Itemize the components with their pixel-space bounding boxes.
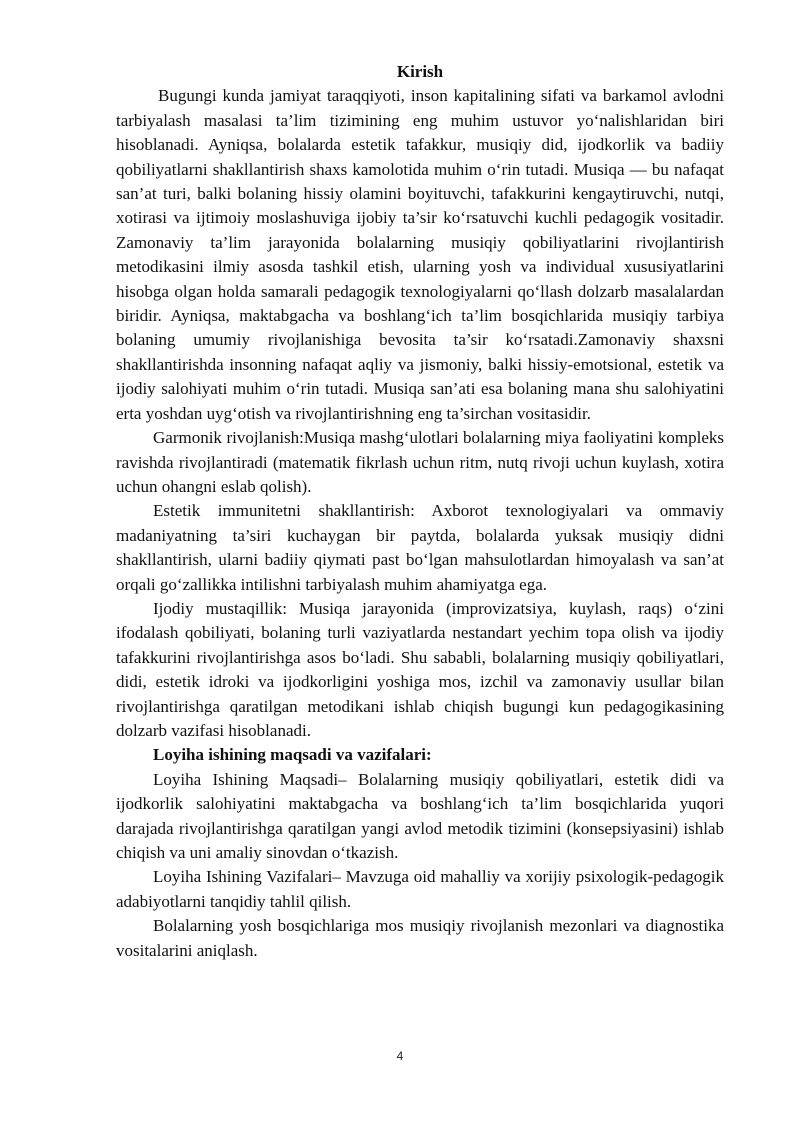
- creative-independence-paragraph: Ijodiy mustaqillik: Musiqa jarayonida (improvizatsiya, kuylash, raqs) o‘zini ifodalash qobiliyati, bolaning turli vaziyatlarda nestandart yechim topa olish va ijodiy tafakkurini rivojlantirishga asos bo‘ladi. Shu sababli, bolalarning musiqiy qobiliyatlari, didi, estetik idroki va ijodkorligini yoshiga mos, izchil va zamonaviy usullar bilan rivojlantirishga qaratilgan metodikani ishlab chiqish bugungi kun pedagogikasining dolzarb vazifasi hisoblanadi.: [116, 598, 724, 740]
- project-tasks-paragraph: Loyiha Ishining Vazifalari– Mavzuga oid mahalliy va xorijiy psixologik-pedagogik adabiyotlarni tanqidiy tahlil qilish.: [116, 867, 724, 911]
- goals-heading: Loyiha ishining maqsadi va vazifalari:: [153, 745, 432, 765]
- section-title: Kirish: [396, 62, 444, 81]
- diagnostics-paragraph: Bolalarning yosh bosqichlariga mos musiqiy rivojlanish mezonlari va diagnostika vositalarini aniqlash.: [116, 916, 724, 960]
- project-goal-paragraph: Loyiha Ishining Maqsadi– Bolalarning musiqiy qobiliyatlari, estetik didi va ijodkorlik salohiyatini maktabgacha va boshlang‘ich ta’lim bosqichlarida yuqori darajada rivojlantirishga qaratilgan yangi avlod metodik tizimini (konsepsiyasini) ishlab chiqish va uni amaliy sinovdan o‘tkazish.: [116, 769, 724, 862]
- page-number: 4: [396, 1049, 404, 1063]
- harmonic-development-paragraph: Garmonik rivojlanish:Musiqa mashg‘ulotlari bolalarning miya faoliyatini kompleks ravishda rivojlantiradi (matematik fikrlash uchun ritm, nutq rivoji uchun kuylash, xotira uchun ohangni eslab qolish).: [116, 428, 724, 496]
- aesthetic-immunity-paragraph: Estetik immunitetni shakllantirish: Axborot texnologiyalari va ommaviy madaniyatning ta’siri kuchaygan bir paytda, bolalarda yuksak musiqiy didni shakllantirish, ularni badiiy qiymati past bo‘lgan mahsulotlardan himoyalash va san’at orqali go‘zallikka intilishni tarbiyalash muhim ahamiyatga ega.: [116, 501, 724, 594]
- page-body: [116, 60, 724, 963]
- intro-paragraph: Bugungi kunda jamiyat taraqqiyoti, inson kapitalining sifati va barkamol avlodni tarbiyalash masalasi ta’lim tizimining eng muhim ustuvor yo‘nalishlaridan biri hisoblanadi. Ayniqsa, bolalarda estetik tafakkur, musiqiy did, ijodkorlik va badiiy qobiliyatlarni shakllantirish shaxs kamolotida muhim o‘rin tutadi. Musiqa — bu nafaqat san’at turi, balki bolaning hissiy olamini boyituvchi, tafakkurini kengaytiruvchi, nutqi, xotirasi va ijtimoiy moslashuviga ijobiy ta’sir ko‘rsatuvchi kuchli pedagogik vositadir. Zamonaviy ta’lim jarayonida bolalarning musiqiy qobiliyatlarini rivojlantirish metodikasini ilmiy asosda tashkil etish, ularning yosh va individual xususiyatlarini hisobga olgan holda samarali pedagogik texnologiyalarni qo‘llash dolzarb masalalardan biridir. Ayniqsa, maktabgacha va boshlang‘ich ta’lim bosqichlarida musiqiy tarbiya bolaning umumiy rivojlanishiga bevosita ta’sir ko‘rsatadi.Zamonaviy shaxsni shakllantirishda insonning nafaqat aqliy va jismoniy, balki hissiy-emotsional, estetik va ijodiy salohiyati muhim o‘rin tutadi. Musiqa san’ati esa bolaning mana shu salohiyatini erta yoshdan uyg‘otish va rivojlantirishning eng ta’sirchan vositasidir.: [116, 86, 724, 423]
